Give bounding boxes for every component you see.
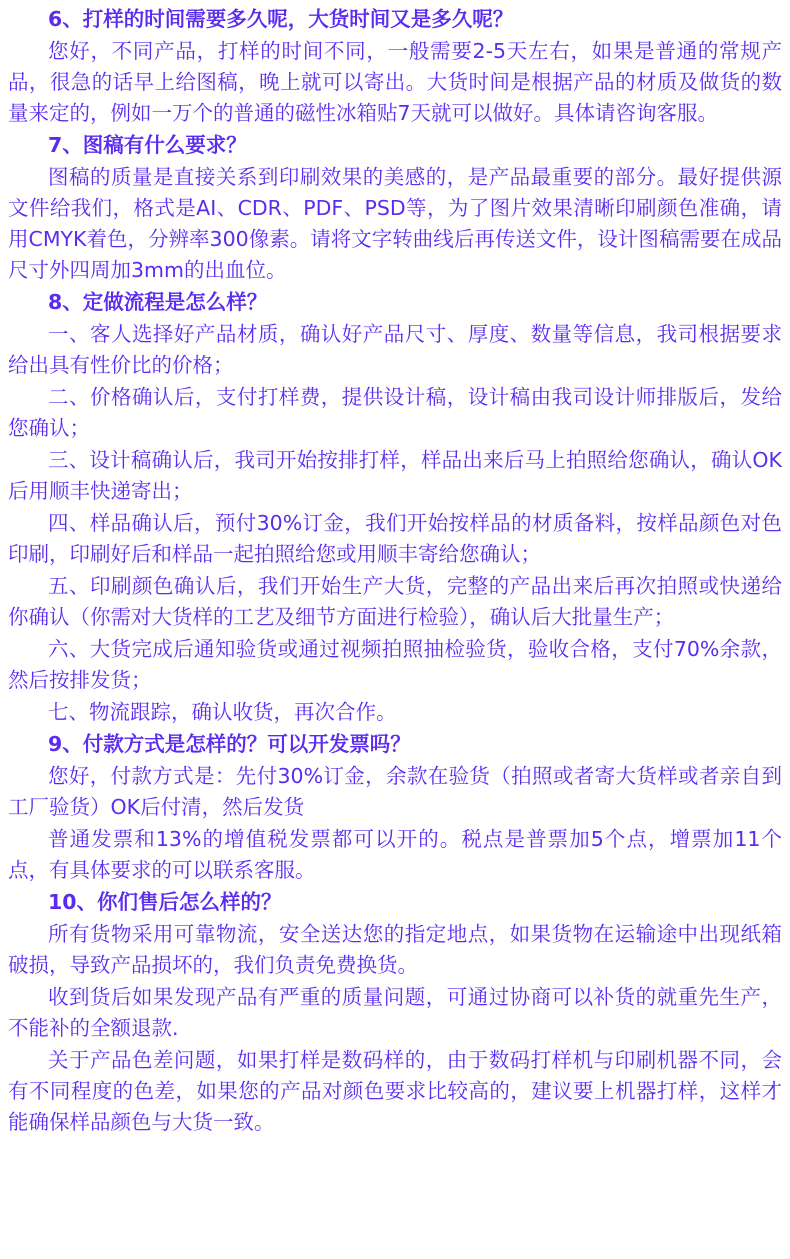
faq-question: 7、图稿有什么要求？ <box>48 133 247 157</box>
faq-answer: 六、大货完成后通知验货或通过视频拍照抽检验货，验收合格，支付70%余款，然后按排发货； <box>8 637 782 692</box>
faq-answer: 图稿的质量是直接关系到印刷效果的美感的，是产品最重要的部分。最好提供源文件给我们，格式是AI、CDR、PDF、PSD等，为了图片效果清晰印刷颜色准确，请用CMYK着色，分辨率300像素。请将文字转曲线后再传送文件，设计图稿需要在成品尺寸外四周加3mm的出血位。 <box>8 165 782 282</box>
faq-question: 10、你们售后怎么样的？ <box>48 890 282 914</box>
faq-answer: 一、客人选择好产品材质，确认好产品尺寸、厚度、数量等信息，我司根据要求给出具有性价比的价格； <box>8 322 782 377</box>
faq-item-8 <box>8 287 782 728</box>
faq-answer: 所有货物采用可靠物流，安全送达您的指定地点，如果货物在运输途中出现纸箱破损，导致产品损坏的，我们负责免费换货。 <box>8 922 782 977</box>
faq-question: 6、打样的时间需要多久呢，大货时间又是多久呢？ <box>48 7 514 31</box>
faq-item-6 <box>8 4 782 129</box>
faq-answer: 三、设计稿确认后，我司开始按排打样，样品出来后马上拍照给您确认，确认OK后用顺丰快递寄出； <box>8 448 782 503</box>
faq-answer: 七、物流跟踪，确认收货，再次合作。 <box>48 700 397 724</box>
faq-answer: 您好，不同产品，打样的时间不同，一般需要2-5天左右，如果是普通的常规产品，很急的话早上给图稿，晚上就可以寄出。大货时间是根据产品的材质及做货的数量来定的，例如一万个的普通的磁性冰箱贴7天就可以做好。具体请咨询客服。 <box>8 39 782 125</box>
faq-answer: 普通发票和13%的增值税发票都可以开的。税点是普票加5个点，增票加11个点，有具体要求的可以联系客服。 <box>8 827 782 882</box>
faq-question: 9、付款方式是怎样的？可以开发票吗？ <box>48 732 411 756</box>
faq-answer: 四、样品确认后，预付30%订金，我们开始按样品的材质备料，按样品颜色对色印刷，印刷好后和样品一起拍照给您或用顺丰寄给您确认； <box>8 511 782 566</box>
faq-item-10 <box>8 887 782 1138</box>
faq-item-9 <box>8 729 782 886</box>
faq-answer: 五、印刷颜色确认后，我们开始生产大货，完整的产品出来后再次拍照或快递给你确认（你需对大货样的工艺及细节方面进行检验），确认后大批量生产； <box>8 574 782 629</box>
faq-answer: 二、价格确认后，支付打样费，提供设计稿，设计稿由我司设计师排版后，发给您确认； <box>8 385 782 440</box>
faq-item-7 <box>8 130 782 286</box>
faq-answer: 关于产品色差问题，如果打样是数码样的，由于数码打样机与印刷机器不同，会有不同程度的色差，如果您的产品对颜色要求比较高的，建议要上机器打样，这样才能确保样品颜色与大货一致。 <box>8 1048 782 1134</box>
faq-question: 8、定做流程是怎么样？ <box>48 290 268 314</box>
faq-answer: 您好，付款方式是：先付30%订金，余款在验货（拍照或者寄大货样或者亲自到工厂验货）OK后付清，然后发货 <box>8 764 782 819</box>
faq-answer: 收到货后如果发现产品有严重的质量问题，可通过协商可以补货的就重先生产，不能补的全额退款. <box>8 985 782 1040</box>
